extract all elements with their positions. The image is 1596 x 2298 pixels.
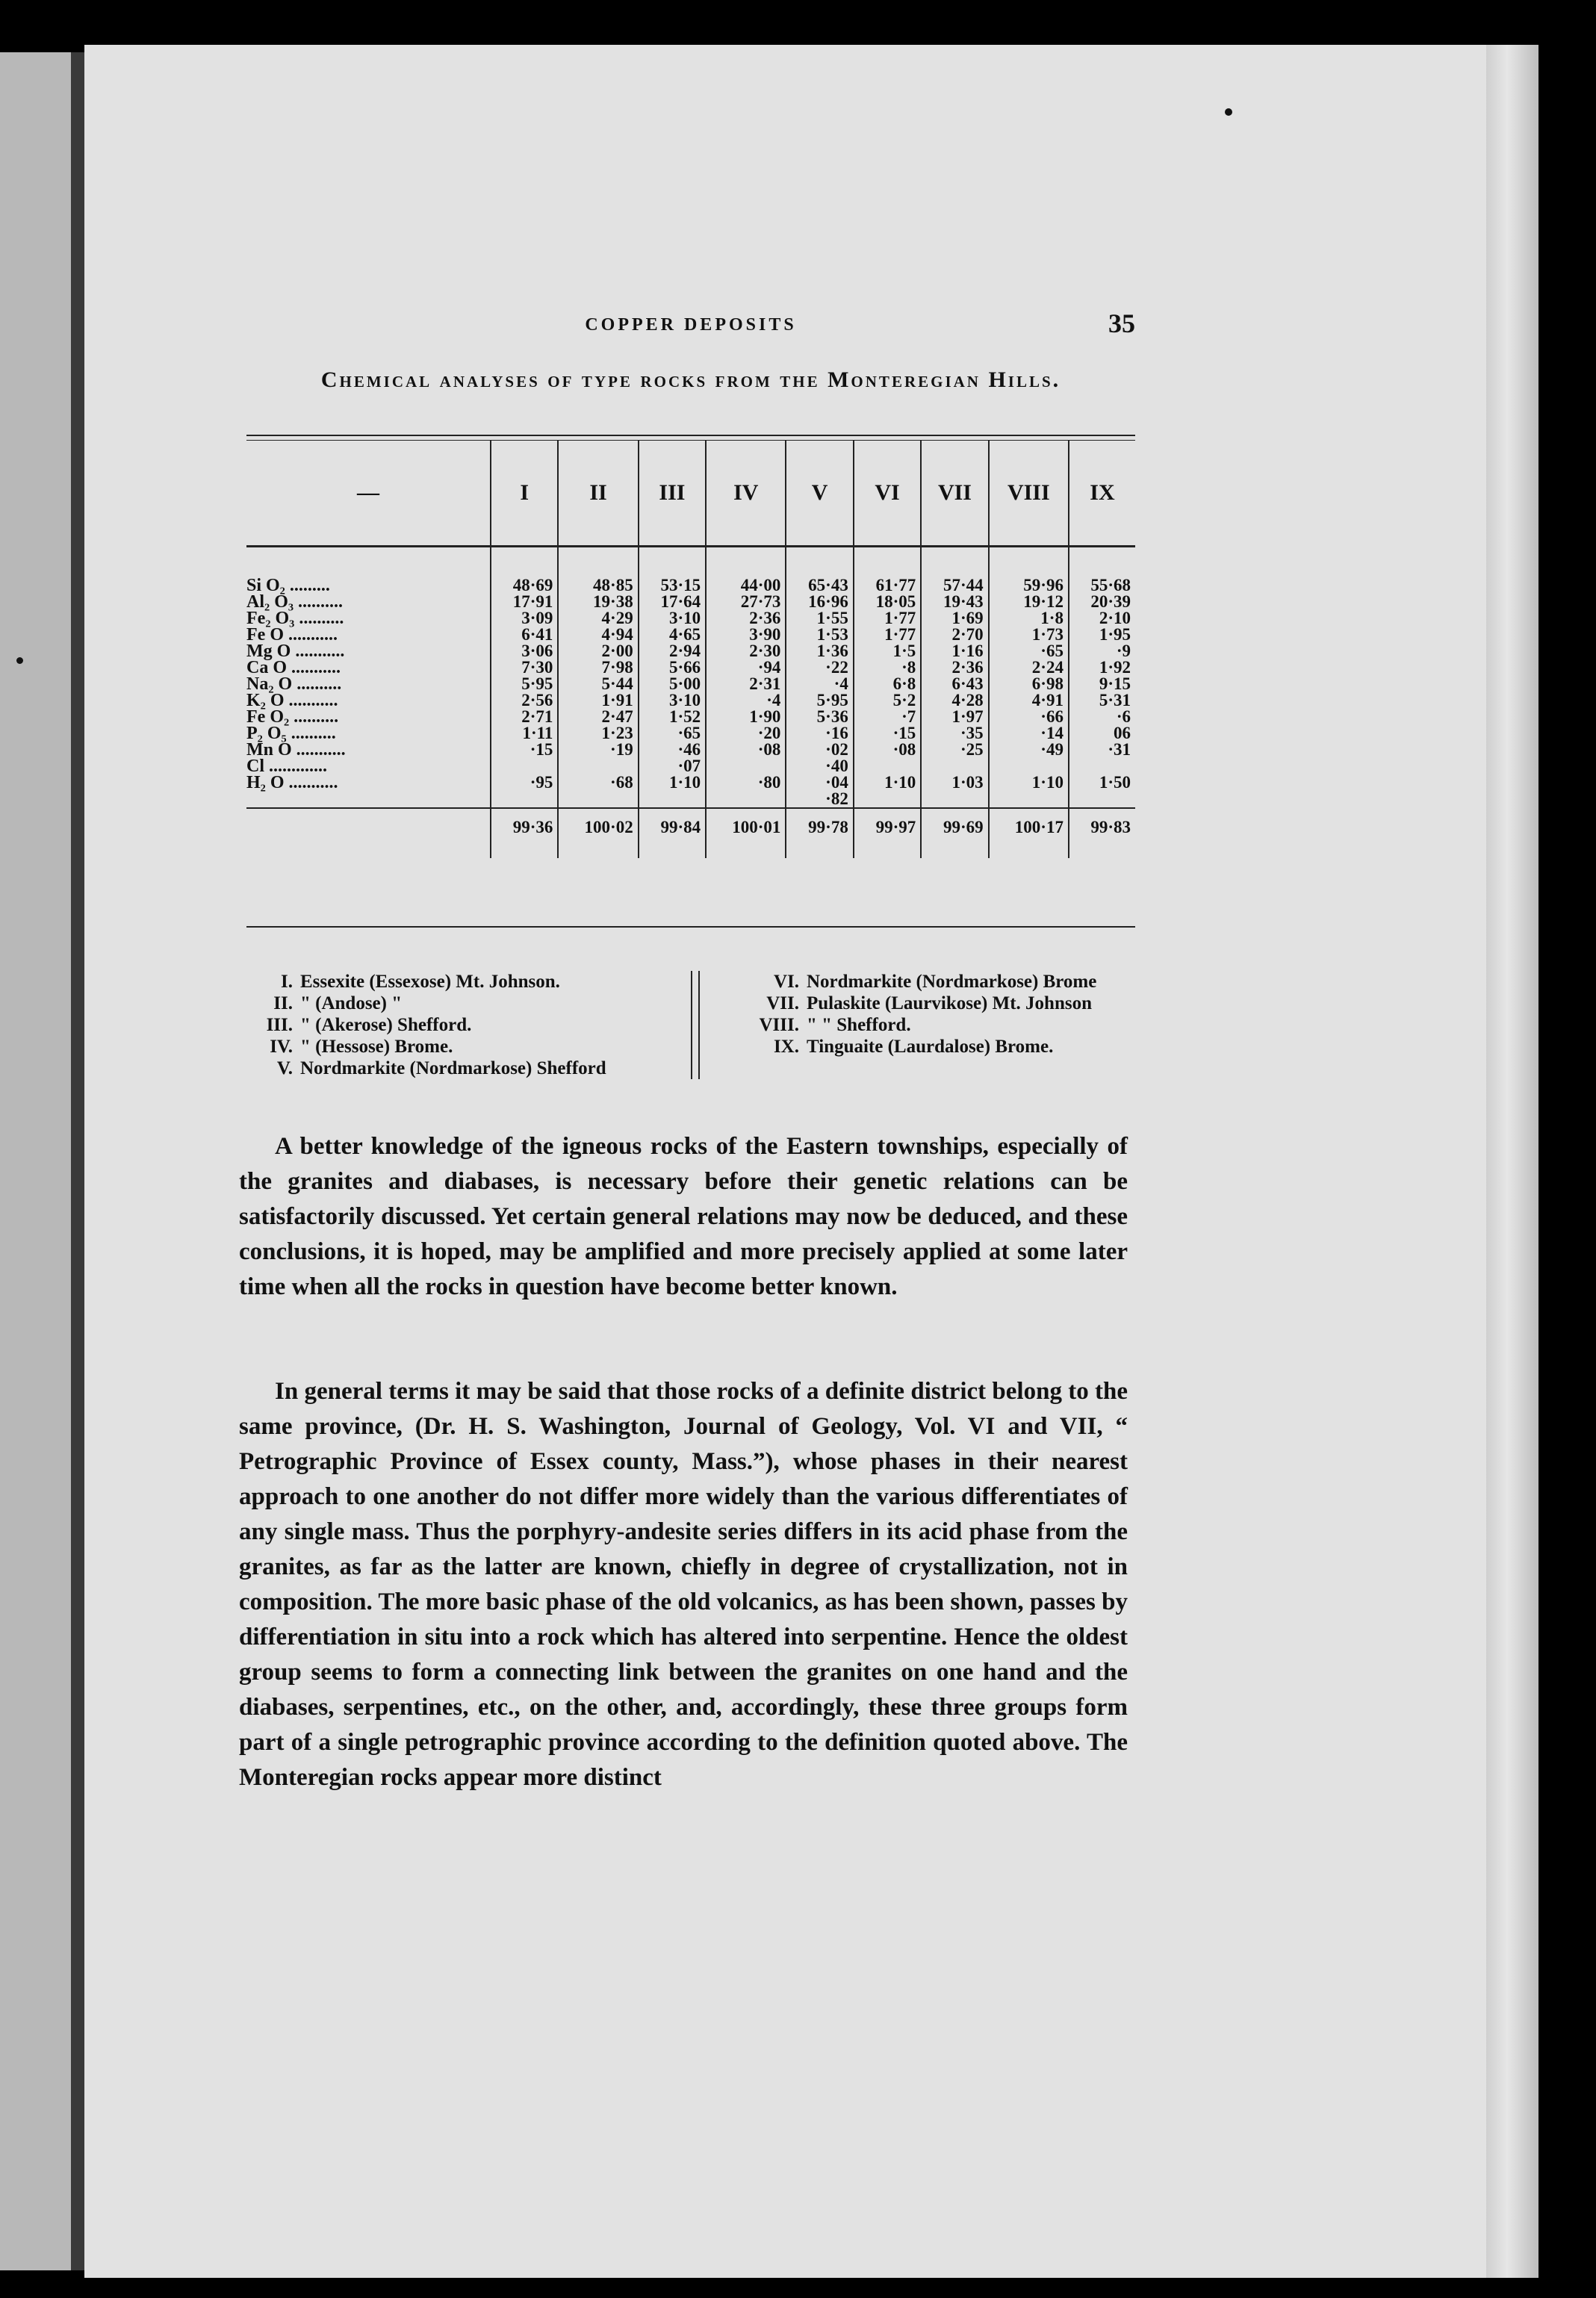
table-cell: 2·94	[639, 643, 706, 659]
oxide-label: Mg O ...........	[246, 642, 345, 661]
table-row	[246, 725, 1135, 742]
oxide-label: Ca O ...........	[246, 658, 341, 677]
legend-text: Essexite (Essexose) Mt. Johnson.	[300, 972, 560, 992]
table-cell: 1·91	[558, 692, 638, 709]
total-cell: 99·83	[1069, 808, 1135, 858]
table-cell: ·08	[706, 742, 786, 758]
left-page-edge	[71, 52, 84, 2270]
analysis-table	[246, 441, 1135, 858]
table-cell: 3·90	[706, 627, 786, 643]
table-cell: ·4	[706, 692, 786, 709]
table-cell: 6·43	[921, 676, 988, 692]
table-cell: ·6	[1069, 709, 1135, 725]
column-header: VI	[854, 441, 921, 547]
table-cell: 2·47	[558, 709, 638, 725]
table-row	[246, 676, 1135, 692]
paragraph-text: A better knowledge of the igneous rocks of the Eastern townships, especially of the granites and diabases, is necessary before their genetic relations can be satisfactorily discussed. Yet certain general relations may now be deduced, and these conclusions, it is hoped, may be amplified and more precisely applied at some later time when all the rocks in question have become better known.	[239, 1133, 1128, 1300]
legend-entry	[246, 1036, 606, 1058]
table-cell: 1·97	[921, 709, 988, 725]
oxide-label: Mn O ...........	[246, 740, 346, 760]
table-cell: 2·10	[1069, 610, 1135, 627]
legend-number: VII.	[766, 993, 799, 1013]
table-cell: 3·06	[491, 643, 558, 659]
page-header	[246, 308, 1135, 342]
table-cell: ·15	[854, 725, 921, 742]
table-cell	[921, 758, 988, 774]
table-cell: 4·29	[558, 610, 638, 627]
legend-entry	[246, 1014, 606, 1036]
legend-entry	[717, 1036, 1096, 1058]
legend-number: III.	[266, 1015, 293, 1035]
legend-right-column	[717, 971, 1096, 1058]
table-cell: 44·00	[706, 547, 786, 594]
table-cell: 65·43	[786, 547, 853, 594]
table-cell: 2·31	[706, 676, 786, 692]
table-cell: 2·71	[491, 709, 558, 725]
table-cell: 19·38	[558, 594, 638, 610]
table-cell	[639, 791, 706, 808]
page-edge-right	[1486, 45, 1538, 2278]
table-cell: 2·56	[491, 692, 558, 709]
total-cell: 100·02	[558, 808, 638, 858]
legend-entry	[717, 993, 1096, 1014]
table-row	[246, 692, 1135, 709]
table-cell: ·65	[989, 643, 1069, 659]
table-cell: ·14	[989, 725, 1069, 742]
total-cell: 100·01	[706, 808, 786, 858]
table-cell: 4·65	[639, 627, 706, 643]
table-cell: 55·68	[1069, 547, 1135, 594]
table-cell: 5·95	[786, 692, 853, 709]
legend-text: " " Shefford.	[807, 1015, 911, 1035]
legend-text: Nordmarkite (Nordmarkose) Brome	[807, 972, 1097, 992]
table-cell: 19·43	[921, 594, 988, 610]
table-cell	[1069, 758, 1135, 774]
table-cell	[921, 791, 988, 808]
legend-number: IV.	[270, 1037, 293, 1057]
legend-number: I.	[281, 972, 293, 992]
table-cell: 4·94	[558, 627, 638, 643]
table-cell: 57·44	[921, 547, 988, 594]
table-cell: ·08	[854, 742, 921, 758]
table-cell: 2·24	[989, 659, 1069, 676]
legend-number: IX.	[773, 1037, 799, 1057]
scan-speck	[1225, 108, 1232, 116]
table-cell: ·8	[854, 659, 921, 676]
table-row	[246, 791, 1135, 808]
table-cell: 1·53	[786, 627, 853, 643]
table-cell: ·04	[786, 774, 853, 791]
table-row	[246, 774, 1135, 791]
legend-divider	[691, 971, 700, 1079]
legend-text: " (Hessose) Brome.	[300, 1037, 453, 1057]
total-cell: 99·36	[491, 808, 558, 858]
table-cell: ·94	[706, 659, 786, 676]
column-header: VII	[921, 441, 988, 547]
table-row	[246, 659, 1135, 676]
table-row	[246, 742, 1135, 758]
table-cell: ·7	[854, 709, 921, 725]
body-paragraph	[239, 1374, 1128, 1795]
table-legend	[246, 971, 1135, 1083]
table-cell: 1·10	[854, 774, 921, 791]
table-cell: 17·64	[639, 594, 706, 610]
table-cell: ·22	[786, 659, 853, 676]
table-cell: 1·8	[989, 610, 1069, 627]
legend-number: VIII.	[759, 1015, 799, 1035]
table-cell: 1·50	[1069, 774, 1135, 791]
table-cell: 1·77	[854, 627, 921, 643]
table-cell: 19·12	[989, 594, 1069, 610]
total-stub	[246, 808, 491, 858]
column-header: VIII	[989, 441, 1069, 547]
page-number: 35	[1108, 308, 1135, 338]
table-cell: 6·98	[989, 676, 1069, 692]
table-cell: 1·92	[1069, 659, 1135, 676]
table-cell: 4·91	[989, 692, 1069, 709]
table-cell: ·46	[639, 742, 706, 758]
table-cell: 1·03	[921, 774, 988, 791]
table-cell: ·07	[639, 758, 706, 774]
table-cell: 5·44	[558, 676, 638, 692]
table-cell: 48·85	[558, 547, 638, 594]
table-cell: 2·00	[558, 643, 638, 659]
table-cell: ·65	[639, 725, 706, 742]
table-cell	[854, 791, 921, 808]
table-row	[246, 594, 1135, 610]
legend-text: Pulaskite (Laurvikose) Mt. Johnson	[807, 993, 1092, 1013]
table-cell: ·02	[786, 742, 853, 758]
oxide-label: Al₂ O₃ ..........	[246, 592, 344, 612]
table-cell: 48·69	[491, 547, 558, 594]
legend-number: VI.	[773, 972, 799, 992]
oxide-label: K₂ O ...........	[246, 691, 338, 710]
column-header: I	[491, 441, 558, 547]
table-top-rule	[246, 435, 1135, 436]
table-cell	[1069, 791, 1135, 808]
legend-number: V.	[276, 1058, 293, 1078]
column-header: IX	[1069, 441, 1135, 547]
table-cell	[989, 758, 1069, 774]
table-cell: 5·95	[491, 676, 558, 692]
table-cell: ·15	[491, 742, 558, 758]
table-cell: 1·90	[706, 709, 786, 725]
table-cell: 5·66	[639, 659, 706, 676]
stub-header: —	[246, 441, 491, 547]
table-cell: 3·10	[639, 610, 706, 627]
table-cell: 9·15	[1069, 676, 1135, 692]
column-header: II	[558, 441, 638, 547]
legend-text: Nordmarkite (Nordmarkose) Shefford	[300, 1058, 606, 1078]
table-cell: 2·36	[706, 610, 786, 627]
body-paragraph	[239, 1129, 1128, 1305]
table-row	[246, 547, 1135, 594]
table-cell: 1·69	[921, 610, 988, 627]
legend-entry	[246, 1058, 606, 1079]
table-cell: 2·30	[706, 643, 786, 659]
legend-text: " (Andose) "	[300, 993, 403, 1013]
table-row	[246, 709, 1135, 725]
oxide-label: Cl .............	[246, 757, 327, 776]
scan-speck	[16, 657, 23, 664]
table-cell	[854, 758, 921, 774]
table-cell	[706, 791, 786, 808]
table-cell: 06	[1069, 725, 1135, 742]
table-cell: 53·15	[639, 547, 706, 594]
table-cell: 2·70	[921, 627, 988, 643]
table-cell: ·80	[706, 774, 786, 791]
legend-left-column	[246, 971, 606, 1079]
total-cell: 99·69	[921, 808, 988, 858]
oxide-label: Fe O ...........	[246, 625, 338, 645]
legend-number: II.	[273, 993, 293, 1013]
table-cell: ·16	[786, 725, 853, 742]
left-page-margin	[0, 52, 71, 2270]
table-total-row	[246, 808, 1135, 858]
table-cell: 6·41	[491, 627, 558, 643]
table-cell: 5·36	[786, 709, 853, 725]
table-cell: 1·36	[786, 643, 853, 659]
table-cell: 6·8	[854, 676, 921, 692]
total-cell: 100·17	[989, 808, 1069, 858]
oxide-label	[246, 791, 491, 808]
table-cell: ·31	[1069, 742, 1135, 758]
table-cell: 7·30	[491, 659, 558, 676]
table-cell: ·4	[786, 676, 853, 692]
legend-entry	[717, 1014, 1096, 1036]
table-row	[246, 758, 1135, 774]
legend-entry	[246, 971, 606, 993]
table-cell: 3·09	[491, 610, 558, 627]
paragraph-text: In general terms it may be said that those rocks of a definite district belong to the same province, (Dr. H. S. Washington, Journal of Geology, Vol. VI and VII, “ Petrographic Province of Essex county, Mass.”), whose phases in their nearest approach to one another do not differ more widely than the various differentiates of any single mass. Thus the porphyry-andesite series differs in its acid phase from the granites, as far as the latter are known, chiefly in degree of crystallization, not in composition. The more basic phase of the old volcanics, as has been shown, passes by differentiation in situ into a rock which has altered into serpentine. Hence the oldest group seems to form a connecting link between the granites on one hand and the diabases, serpentines, etc., on the other, and, accordingly, these three groups form part of a single petrographic province according to the definition quoted above. The Monteregian rocks appear more distinct	[239, 1378, 1128, 1791]
column-header: V	[786, 441, 853, 547]
table-cell: 1·5	[854, 643, 921, 659]
table-cell: ·40	[786, 758, 853, 774]
oxide-label: H₂ O ...........	[246, 773, 338, 792]
table-cell: 1·52	[639, 709, 706, 725]
table-cell	[558, 758, 638, 774]
oxide-label: P₂ O₅ ..........	[246, 724, 336, 743]
table-cell: ·66	[989, 709, 1069, 725]
legend-entry	[246, 993, 606, 1014]
table-cell: ·49	[989, 742, 1069, 758]
table-cell: ·9	[1069, 643, 1135, 659]
table-header-row	[246, 441, 1135, 547]
table-cell: 1·10	[989, 774, 1069, 791]
table-cell: ·35	[921, 725, 988, 742]
table-cell: ·19	[558, 742, 638, 758]
table-cell: 4·28	[921, 692, 988, 709]
table-cell: 17·91	[491, 594, 558, 610]
table-cell: 16·96	[786, 594, 853, 610]
table-cell	[989, 791, 1069, 808]
table-caption: Chemical analyses of type rocks from the Monteregian Hills.	[320, 367, 1061, 392]
table-cell: ·68	[558, 774, 638, 791]
table-cell: ·25	[921, 742, 988, 758]
total-cell: 99·97	[854, 808, 921, 858]
legend-text: " (Akerose) Shefford.	[300, 1015, 472, 1035]
table-cell: 20·39	[1069, 594, 1135, 610]
table-row	[246, 643, 1135, 659]
column-header: III	[639, 441, 706, 547]
table-cell: 5·00	[639, 676, 706, 692]
oxide-label: Fe O₂ ..........	[246, 707, 339, 727]
table-cell: 7·98	[558, 659, 638, 676]
table-cell: 2·36	[921, 659, 988, 676]
table-cell: 1·11	[491, 725, 558, 742]
total-cell: 99·78	[786, 808, 853, 858]
table-row	[246, 610, 1135, 627]
column-header: IV	[706, 441, 786, 547]
table-cell	[491, 758, 558, 774]
table-cell	[706, 758, 786, 774]
oxide-label: Si O₂ .........	[246, 576, 330, 595]
table-cell: 1·77	[854, 610, 921, 627]
table-cell: 1·16	[921, 643, 988, 659]
table-cell: 27·73	[706, 594, 786, 610]
table-row	[246, 627, 1135, 643]
table-cell: 5·2	[854, 692, 921, 709]
total-cell: 99·84	[639, 808, 706, 858]
table-cell: 1·73	[989, 627, 1069, 643]
oxide-label: Fe₂ O₃ ..........	[246, 609, 344, 628]
table-cell: 1·55	[786, 610, 853, 627]
table-cell: 61·77	[854, 547, 921, 594]
oxide-label: Na₂ O ..........	[246, 674, 342, 694]
table-cell: ·95	[491, 774, 558, 791]
table-cell: 1·95	[1069, 627, 1135, 643]
legend-entry	[717, 971, 1096, 993]
table-cell: 59·96	[989, 547, 1069, 594]
table-cell: ·20	[706, 725, 786, 742]
table-cell: 1·23	[558, 725, 638, 742]
legend-text: Tinguaite (Laurdalose) Brome.	[807, 1037, 1054, 1057]
running-title: COPPER DEPOSITS	[585, 315, 797, 335]
table-cell: 3·10	[639, 692, 706, 709]
table-bottom-rule	[246, 926, 1135, 928]
table-cell	[558, 791, 638, 808]
table-cell: ·82	[786, 791, 853, 808]
table-cell: 5·31	[1069, 692, 1135, 709]
table-cell: 1·10	[639, 774, 706, 791]
table-cell	[491, 791, 558, 808]
table-cell: 18·05	[854, 594, 921, 610]
